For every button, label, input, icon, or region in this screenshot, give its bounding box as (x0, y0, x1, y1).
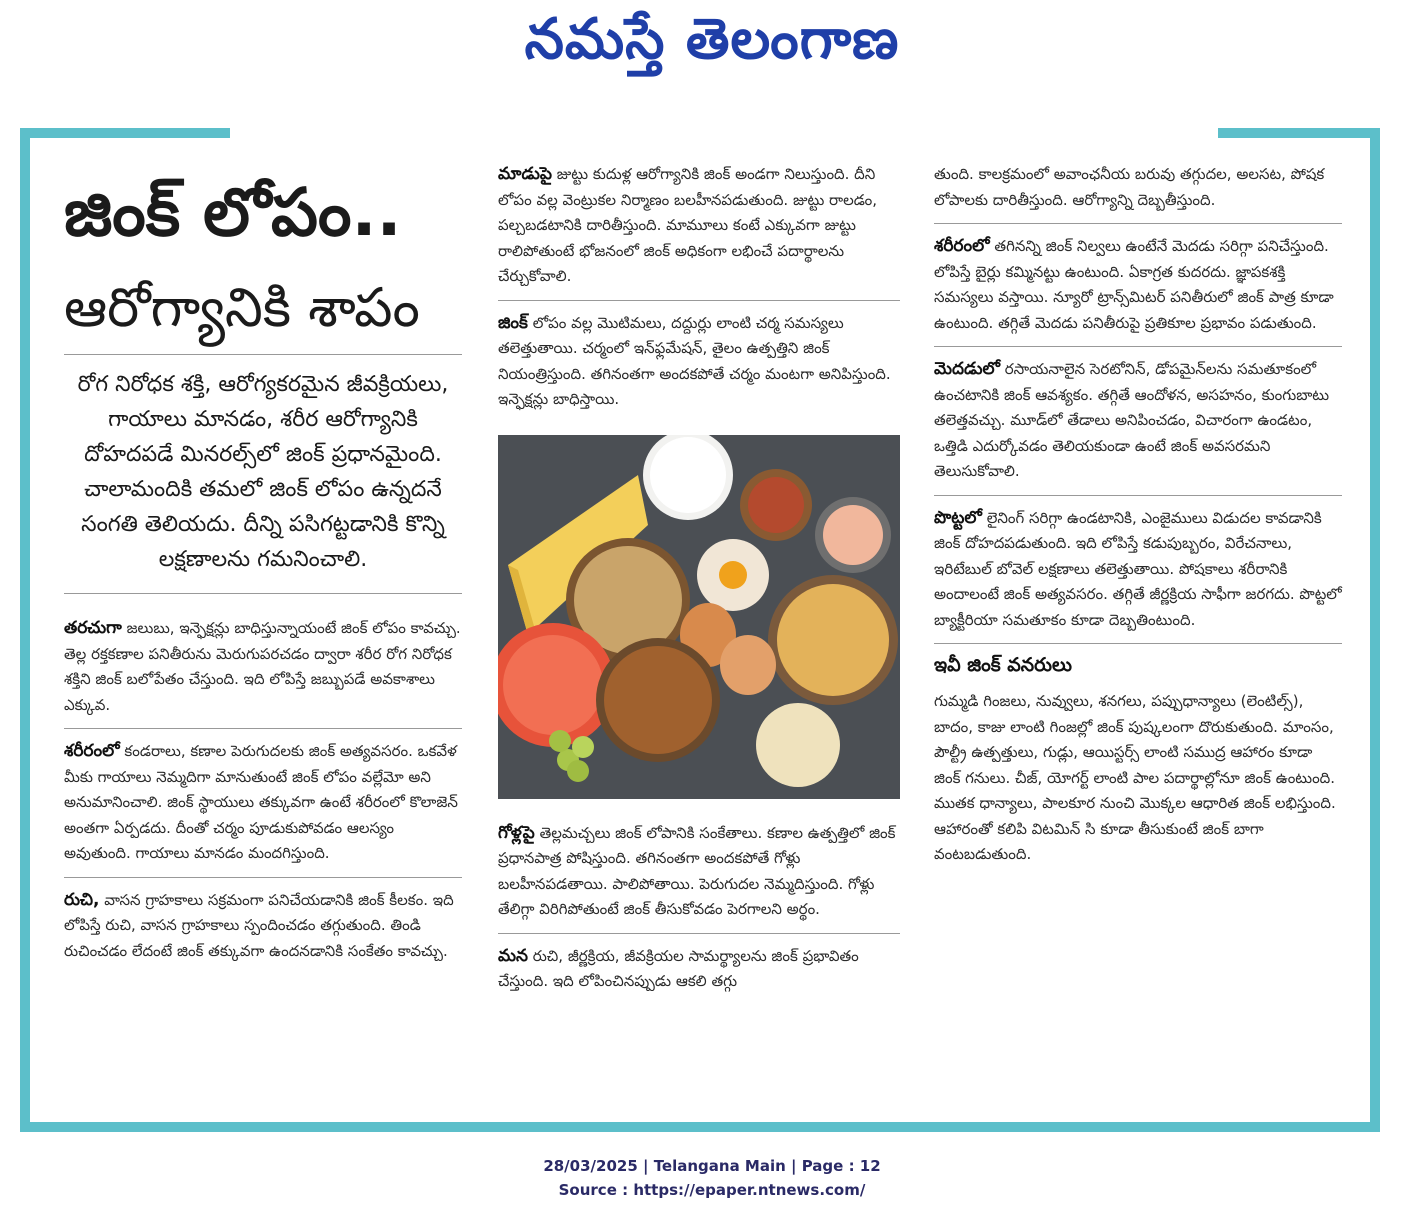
sources-paragraph: గుమ్మడి గింజలు, నువ్వులు, శనగలు, పప్పుధాన్యాలు (లెంటిల్స్), బాదం, కాజు లాంటి గింజల్లో జింక్ పుష్కలంగా దొరుకుతుంది. మాంసం, పౌల్ట్రీ ఉత్పత్తులు, గుడ్లు, ఆయిస్టర్స్ లాంటి సముద్ర ఆహారం కూడా జింక్ గనులు. చీజ్, యోగర్ట్ లాంటి పాల పదార్థాల్లోనూ జింక్ ఉంటుంది. ముతక ధాన్యాలు, పాలకూర నుంచి మొక్కల ఆధారిత జింక్ లభిస్తుంది. ఆహారంతో కలిపి విటమిన్ సి కూడా తీసుకుంటే జింక్ బాగా వంటబడుతుంది. (934, 692, 1336, 863)
page-footer (0, 1154, 1424, 1202)
food-illustration (498, 435, 900, 799)
zinc-foods-photo (498, 435, 900, 799)
article-block: తుంది. కాలక్రమంలో అవాంఛనీయ బరువు తగ్గుదల, అలసట, పోషక లోపాలకు దారితీస్తుంది. ఆరోగ్యాన్ని దెబ్బతీస్తుంది. (934, 152, 1342, 224)
article-block: మెదడులో రసాయనాలైన సెరటోనిన్, డోపమైన్‌లను సమతూకంలో ఉంచటానికి జింక్ ఆవశ్యకం. తగ్గితే ఆందోళన, అసహనం, కుంగుబాటు తలెత్తవచ్చు. మూడ్‌లో తేడాలు అనిపించడం, విచారంగా ఉండటం, ఒత్తిడి ఎదుర్కోవడం తెలియకుండా ఉంటే జింక్ అవసరమని తెలుసుకోవాలి. (934, 347, 1342, 496)
article-block: మాడుపై జుట్టు కుదుళ్ల ఆరోగ్యానికి జింక్ అండగా నిలుస్తుంది. దీని లోపం వల్ల వెంట్రుకల నిర్మాణం బలహీనపడుతుంది. జుట్టు రాలడం, పల్చబడటానికి దారితీస్తుంది. మామూలు కంటే ఎక్కువగా జుట్టు రాలిపోతుంటే భోజనంలో జింక్ అధికంగా లభించే పదార్థాలను చేర్చుకోవాలి. (498, 152, 900, 301)
article-block: మన రుచి, జీర్ణక్రియ, జీవక్రియల సామర్థ్యాలను జింక్ ప్రభావితం చేస్తుంది. ఇది లోపించినప్పుడు ఆకలి తగ్గు (498, 945, 859, 990)
masthead-logo: నమస్తే తెలంగాణ (524, 6, 900, 72)
column-3 (934, 152, 1342, 868)
footer-source-line[interactable]: Source : https://epaper.ntnews.com/ (558, 1181, 866, 1199)
article-block: జింక్ లోపం వల్ల మొటిమలు, దద్దుర్లు లాంటి చర్మ సమస్యలు తలెత్తుతాయి. చర్మంలో ఇన్‌ఫ్లమేషన్, తైలం ఉత్పత్తిని జింక్ నియంత్రిస్తుంది. తగినంతగా అందకపోతే చర్మం మంటగా అనిపిస్తుంది. ఇన్ఫెక్షన్లు బాధిస్తాయి. (498, 312, 891, 408)
column-1 (64, 152, 462, 974)
footer-date-line: 28/03/2025 | Telangana Main | Page : 12 (543, 1157, 881, 1175)
headline-sub: ఆరోగ్యానికి శాపం (64, 276, 420, 339)
column-2 (498, 152, 900, 1005)
intro-paragraph: రోగ నిరోధక శక్తి, ఆరోగ్యకరమైన జీవక్రియలు, గాయాలు మానడం, శరీర ఆరోగ్యానికి దోహదపడే మినరల్స్‌లో జింక్ ప్రధానమైంది. చాలామందికి తమలో జింక్ లోపం ఉన్నదనే సంగతి తెలియదు. దీన్ని పసిగట్టడానికి కొన్ని లక్షణాలను గమనించాలి. (77, 372, 449, 572)
sources-heading: ఇవీ జింక్ వనరులు (934, 654, 1073, 676)
article-block: శరీరంలో కండరాలు, కణాల పెరుగుదలకు జింక్ అత్యవసరం. ఒకవేళ మీకు గాయాలు నెమ్మదిగా మానుతుంటే జింక్ లోపం వల్లేమో అని అనుమానించాలి. జింక్ స్థాయులు తక్కువగా ఉంటే శరీరంలో కొలాజెన్ అంతగా ఏర్పడదు. దీంతో చర్మం పూడుకుపోవడం ఆలస్యం అవుతుంది. గాయాలు మానడం మందగిస్తుంది. (64, 729, 462, 878)
article-block: తరచుగా జలుబు, ఇన్ఫెక్షన్లు బాధిస్తున్నాయంటే జింక్ లోపం కావచ్చు. తెల్ల రక్తకణాల పనితీరును మెరుగుపరచడం ద్వారా శరీర రోగ నిరోధక శక్తిని జింక్ బలోపేతం చేస్తుంది. ఇది లోపిస్తే జబ్బుపడే అవకాశాలు ఎక్కువ. (64, 606, 462, 729)
article-block: శరీరంలో తగినన్ని జింక్ నిల్వలు ఉంటేనే మెదడు సరిగ్గా పనిచేస్తుంది. లోపిస్తే బైర్లు కమ్మినట్టు ఉంటుంది. ఏకాగ్రత కుదరదు. జ్ఞాపకశక్తి సమస్యలు వస్తాయి. న్యూరో ట్రాన్స్‌మిటర్ పనితీరులో జింక్ పాత్ర కూడా ఉంటుంది. తగ్గితే మెదడు పనితీరుపై ప్రతికూల ప్రభావం పడుతుంది. (934, 224, 1342, 347)
article-block: గోళ్లపై తెల్లమచ్చలు జింక్ లోపానికి సంకేతాలు. కణాల ఉత్పత్తిలో జింక్ ప్రధానపాత్ర పోషిస్తుంది. తగినంతగా అందకపోతే గోళ్లు బలహీనపడతాయి. పాలిపోతాయి. పెరుగుదల నెమ్మదిస్తుంది. గోళ్లు తేలిగ్గా విరిగిపోతుంటే జింక్ తీసుకోవడం పెరగాలని అర్థం. (498, 811, 900, 934)
article-block: రుచి, వాసన గ్రాహకాలు సక్రమంగా పనిచేయడానికి జింక్ కీలకం. ఇది లోపిస్తే రుచి, వాసన గ్రాహకాలు స్పందించడం తగ్గుతుంది. తిండి రుచించడం లేదంటే జింక్ తక్కువగా ఉందనడానికి సంకేతం కావచ్చు. (64, 889, 454, 960)
article-block: పొట్టలో లైనింగ్ సరిగ్గా ఉండటానికి, ఎంజైములు విడుదల కావడానికి జింక్ దోహదపడుతుంది. ఇది లోపిస్తే కడుపుబ్బరం, విరేచనాలు, ఇరిటేబుల్ బోవెల్ లక్షణాలు తలెత్తుతాయి. పోషకాలు శరీరానికి అందాలంటే జింక్ అత్యవసరం. తగ్గితే జీర్ణక్రియ సాఫీగా జరగదు. పొట్టలో బ్యాక్టీరియా సమతూకం కూడా దెబ్బతింటుంది. (934, 496, 1342, 645)
headline-main: జింక్ లోపం.. (64, 174, 402, 251)
